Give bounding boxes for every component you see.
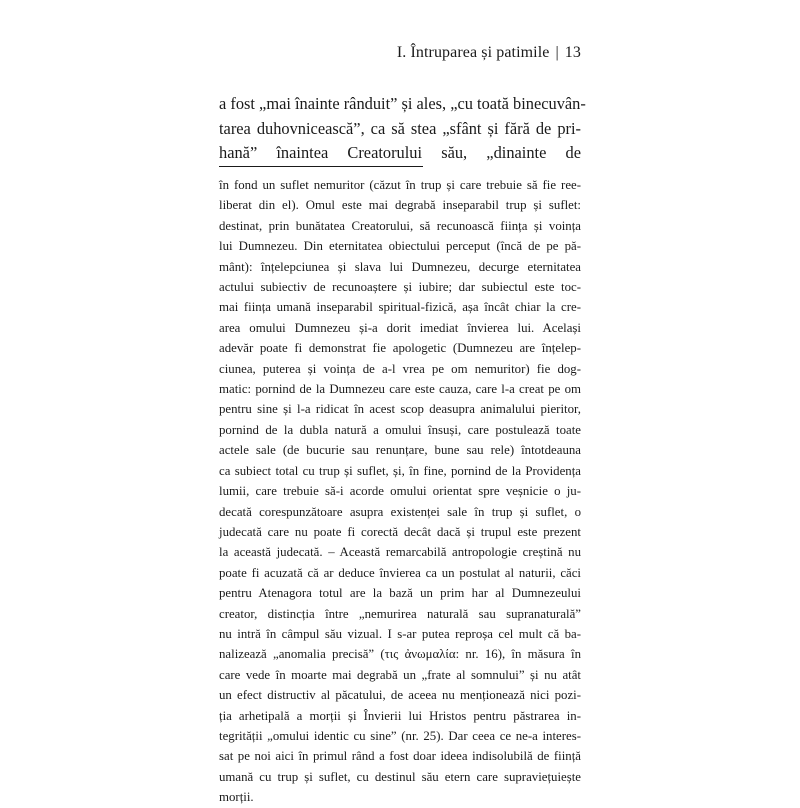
footnote-line: creator, distincția între „nemurirea naturală sau supranaturală” — [219, 606, 581, 621]
footnote-line: judecată care nu poate fi corectă decât dacă și trupul este prezent — [219, 524, 581, 539]
footnote-line: un efect distructiv al păcatului, de aceea nu menționează nici pozi- — [219, 688, 581, 703]
footnote-line: lui Dumnezeu. Din eternitatea obiectului perceput (încă de pe pă- — [219, 239, 581, 254]
footnote-line: poate fi acuzată că ar deduce învierea ca un postulat al naturii, căci — [219, 565, 581, 580]
main-text-line: hană” înaintea Creatorului său, „dinainte de — [219, 143, 581, 162]
main-text-line: a fost „mai înainte rânduit” și ales, „cu toată binecuvân- — [219, 94, 586, 113]
header-separator: | — [555, 44, 559, 61]
main-text-line: tarea duhovnicească”, ca să stea „sfânt și fără de pri- — [219, 118, 581, 138]
footnote-line: mai ființa umană inseparabil spiritual-fizică, așa încât chiar la cre- — [219, 300, 581, 315]
footnote-line: decată corespunzătoare asupra existenței sale în trup și suflet, o — [219, 504, 581, 519]
footnote-line: area omului Dumnezeu și-a dorit imediat învierea lui. Același — [219, 320, 581, 335]
footnote-line: lumii, care trebuie să-i acorde omului orientat spre veșnicie o ju- — [219, 484, 581, 499]
footnote-line: la această judecată. – Această remarcabilă antropologie creștină nu — [219, 545, 581, 560]
footnote-line: adevăr poate fi demonstrat fie apologetic (Dumnezeu are înțelep- — [219, 341, 581, 356]
footnote-line: morții. — [219, 790, 254, 805]
footnote-line: umană cu trup și suflet, cu destinul său etern care supraviețuiește — [219, 769, 581, 784]
footnote-line: ciunea, puterea și voința de a-l vrea pe om nemuritor) fie dog- — [219, 361, 581, 376]
footnote-line: nalizează „anomalia precisă” (τις ἀνωμαλία: nr. 16), în măsura în — [219, 647, 581, 662]
footnote — [219, 175, 581, 808]
footnote-line: ca subiect total cu trup și suflet, și, în fine, pornind de la Providența — [219, 463, 581, 478]
footnote-line: actului subiectiv de recunoaștere și iubire; dar subiectul este toc- — [219, 280, 581, 295]
footnote-line: tegrității „omului identic cu sine” (nr. 25). Dar ceea ce ne-a interes- — [219, 728, 581, 743]
chapter-title: I. Întruparea și patimile — [396, 44, 550, 61]
page-number: 13 — [564, 44, 581, 61]
footnote-line: care vede în moarte mai degrabă un „frate al somnului” și nu atât — [219, 667, 581, 682]
footnote-line: pornind de la dubla natură a omului însuși, care postulează toate — [219, 422, 581, 437]
footnote-line: destinat, prin bunătatea Creatorului, să recunoască ființa și voința — [219, 218, 581, 233]
footnote-divider — [219, 166, 423, 167]
footnote-line: matic: pornind de la Dumnezeu care este cauza, care l-a creat pe om — [219, 382, 581, 397]
footnote-line: ția arhetipală a morții și Învierii lui Hristos pentru păstrarea in- — [219, 708, 581, 723]
footnote-line: nu intră în câmpul său vizual. I s-ar putea reproșa cel mult că ba- — [219, 626, 581, 641]
footnote-line: sat pe noi aici în primul rând a fost doar ideea indisolubilă de ființă — [219, 749, 581, 764]
footnote-line: pentru sine și l-a ridicat în acest scop deasupra animalului pieritor, — [219, 402, 581, 417]
main-text — [219, 92, 586, 166]
running-head — [397, 44, 581, 62]
footnote-line: pentru Atenagora totul are la bază un prim har al Dumnezeului — [219, 586, 581, 601]
footnote-line: liberat din el). Omul este mai degrabă inseparabil trup și suflet: — [219, 198, 581, 213]
footnote-line: actele sale (de bucurie sau renunțare, bune sau rele) întotdeauna — [219, 443, 581, 458]
footnote-line: mânt): înțelepciunea și slava lui Dumnezeu, decurge eternitatea — [219, 259, 581, 274]
footnote-line: în fond un suflet nemuritor (căzut în trup și care trebuie să fie ree- — [219, 178, 581, 192]
